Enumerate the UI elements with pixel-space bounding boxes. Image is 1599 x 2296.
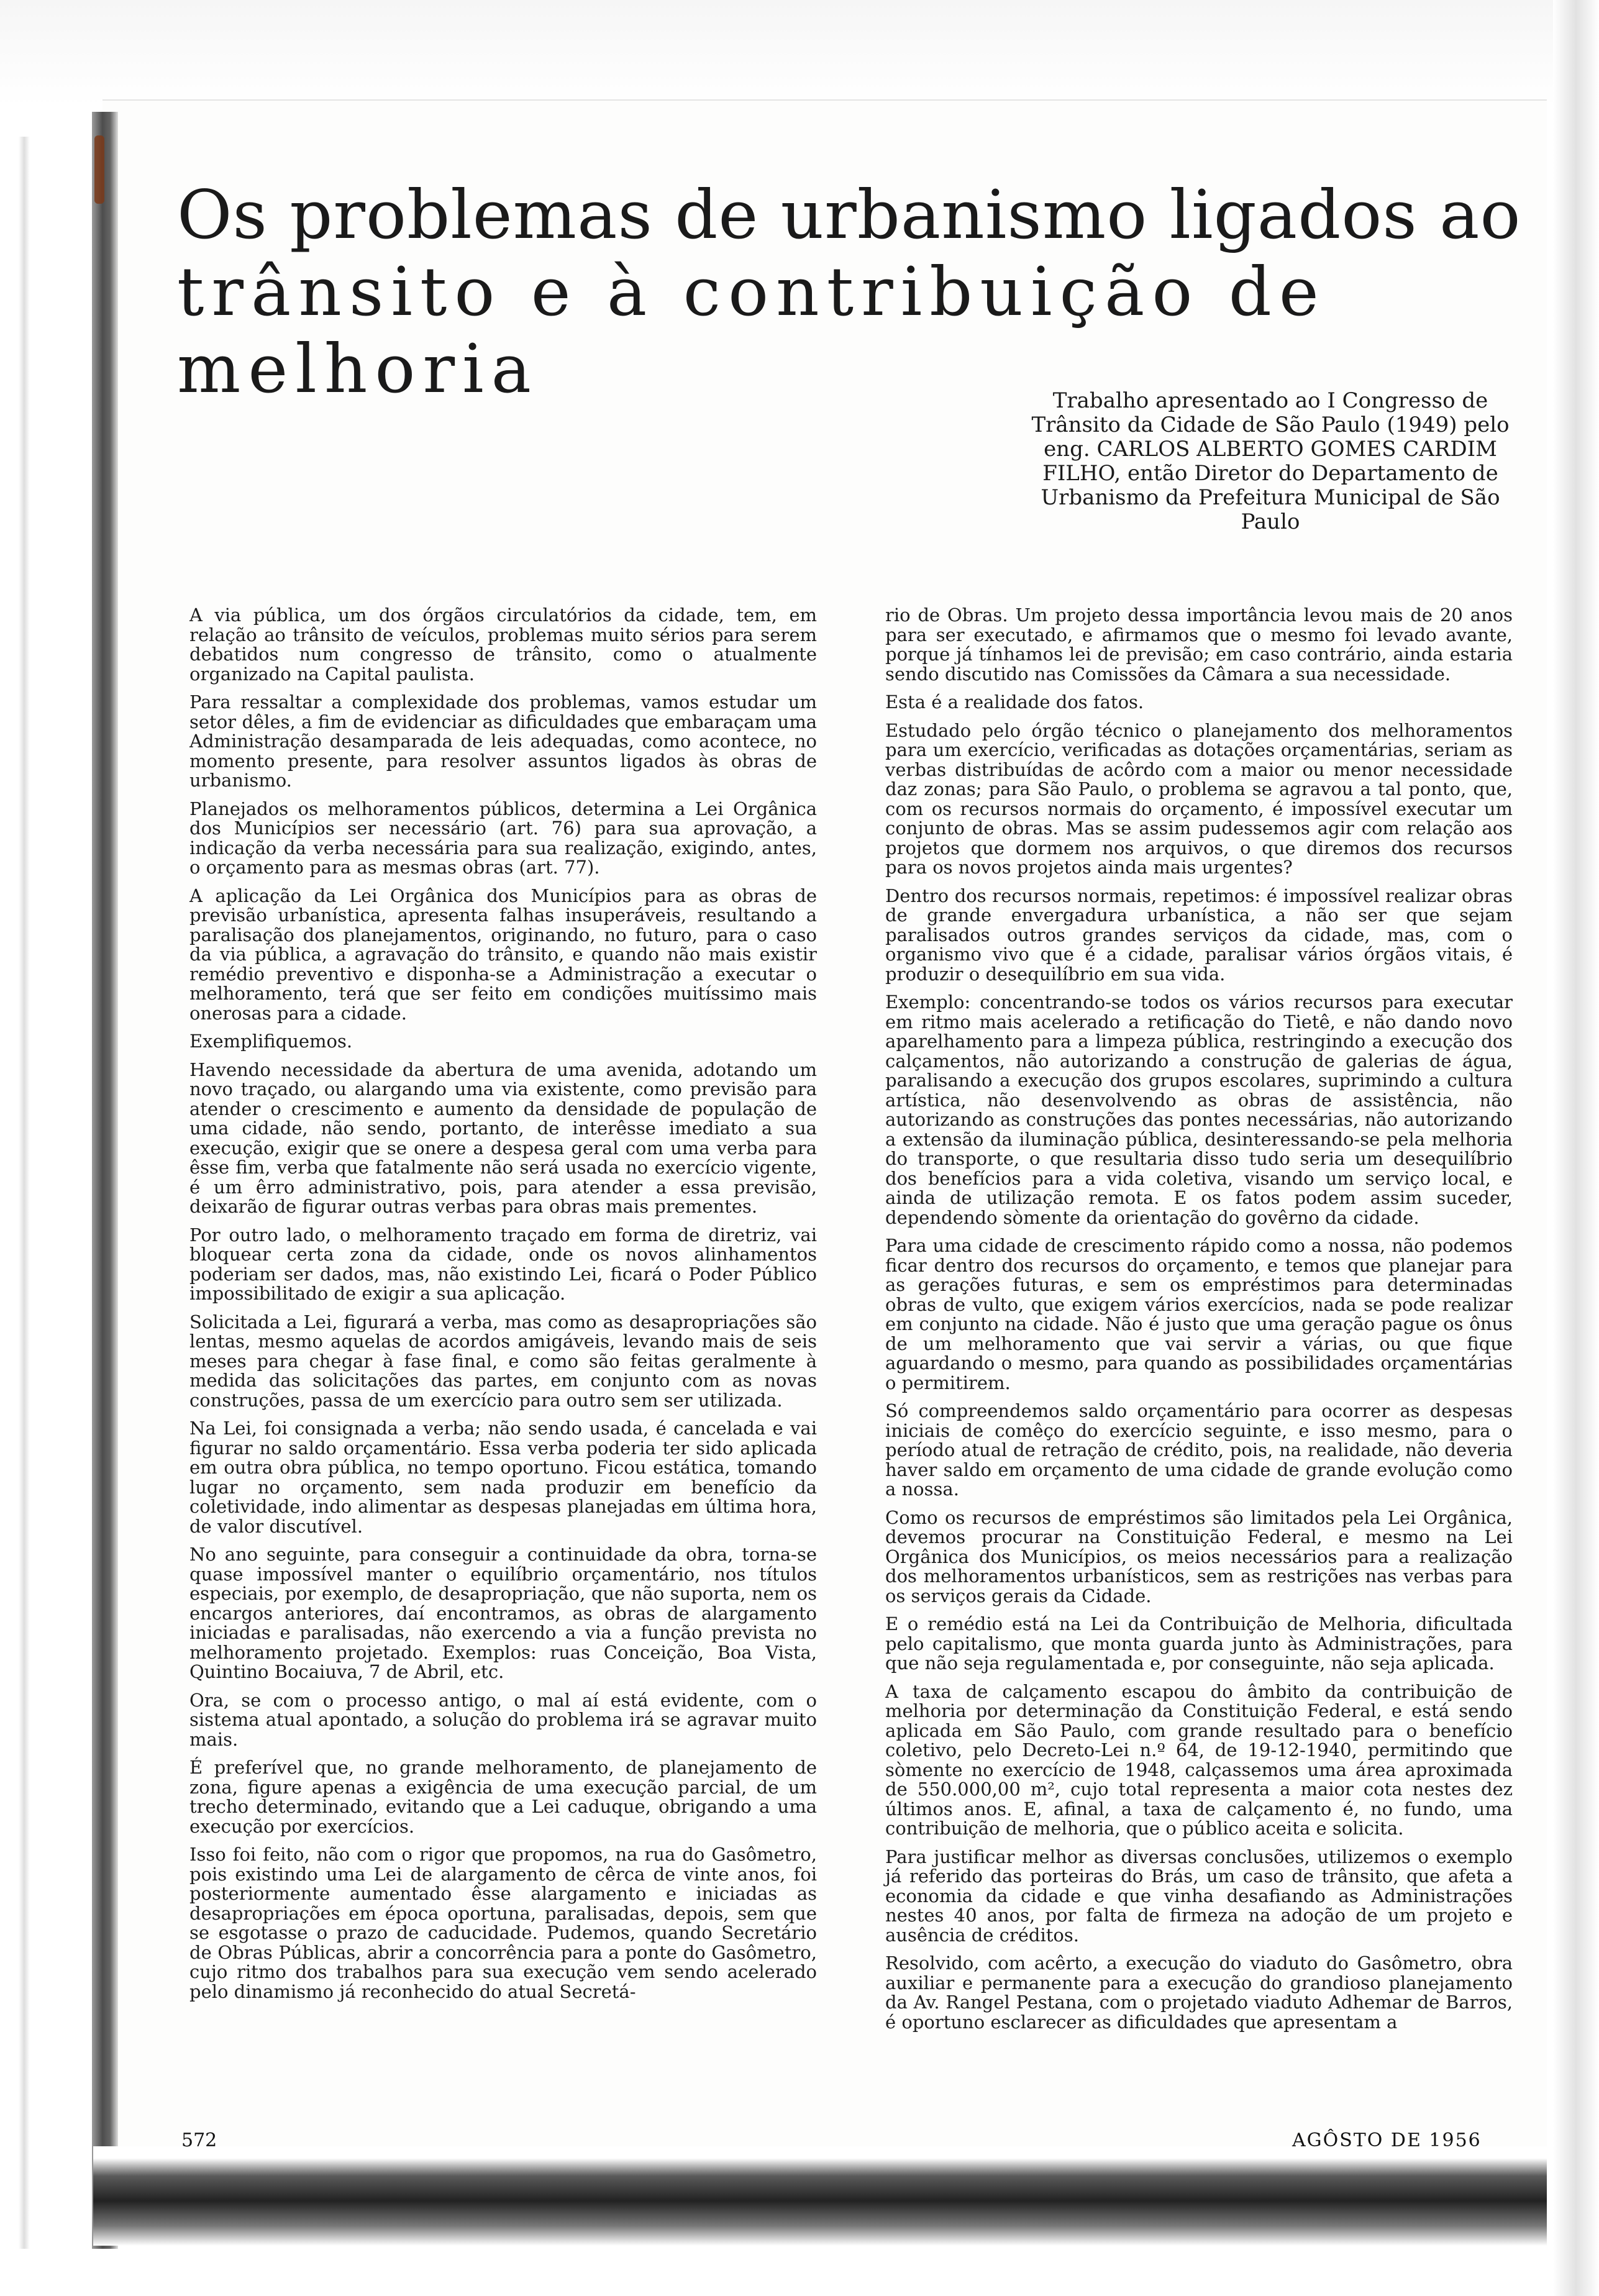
paragraph: Para ressaltar a complexidade dos problemas, vamos estudar um setor dêles, a fim de evidenciar as dificuldades que embaraçam uma Administração desamparada de leis adequadas, como acontece, no momento presente, para resolver assuntos ligados às obras de urbanismo.: [189, 691, 817, 791]
scan-left-edge: [19, 137, 30, 2249]
paragraph: Solicitada a Lei, figurará a verba, mas como as desapropriações são lentas, mesmo aquelas de acordos amigáveis, levando mais de seis meses para chegar à fase final, e como são feitas geralmente à medida das solicitações das partes, em conjunto com as novas construções, passa de um exercício para outro sem ser utilizada.: [189, 1311, 817, 1411]
paragraph: É preferível que, no grande melhoramento, de planejamento de zona, figure apenas a exigência de uma execução parcial, de um trecho determinado, evitando que a Lei caduque, obrigando a uma execução por exercícios.: [189, 1757, 817, 1837]
paragraph: rio de Obras. Um projeto dessa importância levou mais de 20 anos para ser executado, e afirmamos que o mesmo foi levado avante, porque já tínhamos lei de previsão; em caso contrário, ainda estaria sendo discutido nas Comissões da Câmara a sua necessidade.: [885, 604, 1513, 685]
page-number: 572: [181, 2130, 217, 2151]
paragraph: Por outro lado, o melhoramento traçado em forma de diretriz, vai bloquear certa zona da cidade, onde os novos alinhamentos poderiam ser dados, mas, não existindo Lei, ficará o Poder Público impossibilitado de exigir a sua aplicação.: [189, 1224, 817, 1304]
title-line-2: trânsito e à contribuição de melhoria: [177, 253, 1326, 408]
scan-bottom-band: [93, 2146, 1547, 2246]
scan-top-shadow: [0, 0, 1599, 106]
paragraph: A aplicação da Lei Orgânica dos Municípios para as obras de previsão urbanística, apresenta falhas insuperáveis, resultando a paralisação dos planejamentos, originando, no futuro, para o caso da via pública, a agravação do trânsito, e quando não mais existir remédio preventivo e disponha-se a Administração a executar o melhoramento, terá que ser feito em condições muitíssimo mais onerosas para a cidade.: [189, 885, 817, 1024]
paragraph: A taxa de calçamento escapou do âmbito da contribuição de melhoria por determinação da Constituição Federal, e está sendo aplicada em São Paulo, com grande resultado para o benefício coletivo, pelo Decreto-Lei n.º 64, de 19-12-1940, permitindo que sòmente no exercício de 1948, calçassemos uma área aproximada de 550.000,00 m², cujo total representa a maior cota nestes dez últimos anos. E, afinal, a taxa de calçamento é, no fundo, uma contribuição de melhoria, que o público aceita e solicita.: [885, 1680, 1513, 1839]
article-byline: Trabalho apresentado ao I Congresso de Trânsito da Cidade de São Paulo (1949) pelo eng. CARLOS ALBERTO GOMES CARDIM FILHO, então Diretor do Departamento de Urbanismo da Prefeitura Municipal de São Paulo: [1031, 388, 1510, 534]
paragraph: Exemplo: concentrando-se todos os vários recursos para executar em ritmo mais acelerado a retificação do Tietê, e não dando novo aparelhamento para a limpeza pública, restringindo a execução dos calçamentos, não autorizando a construção de galerias de água, paralisando a execução dos grupos escolares, suprimindo a cultura artística, não desenvolvendo as obras de assistência, não autorizando as construções das pontes necessárias, não autorizando a extensão da iluminação pública, desinteressando-se pela melhoria do transporte, o que resultaria disso tudo seria um desequilíbrio dos benefícios para a vida coletiva, visando um serviço local, e ainda de utilização remota. E os fatos podem assim suceder, dependendo sòmente da orientação do govêrno da cidade.: [885, 991, 1513, 1228]
staple-mark: [94, 135, 104, 204]
left-column: [189, 606, 817, 2010]
paragraph: Só compreendemos saldo orçamentário para ocorrer as despesas iniciais de comêço do exercício seguinte, e isso mesmo, para o período atual de retração de crédito, pois, na realidade, não deveria haver saldo em orçamento de uma cidade de grande evolução como a nossa.: [885, 1400, 1513, 1500]
paragraph: Planejados os melhoramentos públicos, determina a Lei Orgânica dos Municípios ser necessário (art. 76) para sua aprovação, a indicação da verba necessária para sua realização, exigindo, antes, o orçamento para as mesmas obras (art. 77).: [189, 798, 817, 878]
scan-right-edge: [1553, 0, 1599, 2296]
paragraph: Para justificar melhor as diversas conclusões, utilizemos o exemplo já referido das porteiras do Brás, um caso de trânsito, que afeta a economia da cidade e que vinha desafiando as Administrações nestes 40 anos, por falta de firmeza na adoção de um projeto e ausência de créditos.: [885, 1846, 1513, 1946]
paragraph: Estudado pelo órgão técnico o planejamento dos melhoramentos para um exercício, verificadas as dotações orçamentárias, seriam as verbas distribuídas de acôrdo com a maior ou menor necessidade daz zonas; para São Paulo, o problema se agravou a tal ponto, que, com os recursos normais do orçamento, é impossível executar um conjunto de obras. Mas se assim pudessemos agir com relação aos projetos que dormem nos arquivos, o que diremos dos recursos para os novos projetos ainda mais urgentes?: [885, 719, 1513, 878]
paragraph: Na Lei, foi consignada a verba; não sendo usada, é cancelada e vai figurar no saldo orçamentário. Essa verba poderia ter sido aplicada em outra obra pública, no tempo oportuno. Ficou estática, tomando lugar no orçamento, sem nada produzir em benefício da coletividade, indo alimentar as despesas planejadas em última hora, de valor discutível.: [189, 1418, 817, 1537]
issue-date: AGÔSTO DE 1956: [1292, 2130, 1482, 2151]
article-title: [177, 177, 1525, 408]
paragraph: Exemplifiquemos.: [189, 1031, 353, 1052]
paragraph: Resolvido, com acêrto, a execução do viaduto do Gasômetro, obra auxiliar e permanente para a execução do grandioso planejamento da Av. Rangel Pestana, com o projetado viaduto Adhemar de Barros, é oportuno esclarecer as dificuldades que apresentam a: [885, 1952, 1513, 2033]
paragraph: Ora, se com o processo antigo, o mal aí está evidente, com o sistema atual apontado, a solução do problema irá se agravar muito mais.: [189, 1689, 817, 1750]
paragraph: No ano seguinte, para conseguir a continuidade da obra, torna-se quase impossível manter o equilíbrio orçamentário, nos títulos especiais, por exemplo, de desapropriação, que não suporta, nem os encargos anteriores, daí encontramos, as obras de alargamento iniciadas e paralisadas, não exercendo a via a função prevista no melhoramento projetado. Exemplos: ruas Conceição, Boa Vista, Quintino Bocaiuva, 7 de Abril, etc.: [189, 1544, 817, 1682]
paragraph: Para uma cidade de crescimento rápido como a nossa, não podemos ficar dentro dos recursos do orçamento, e temos que planejar para as gerações futuras, e sem os empréstimos para determinadas obras de vulto, que exigem vários exercícios, nada se pode realizar em conjunto na cidade. Não é justo que uma geração pague os ônus de um melhoramento que vai servir a várias, ou que fique aguardando o mesmo, para quando as possibilidades orçamentárias o permitirem.: [885, 1235, 1513, 1393]
paragraph: Esta é a realidade dos fatos.: [885, 691, 1144, 713]
paragraph: Como os recursos de empréstimos são limitados pela Lei Orgânica, devemos procurar na Constituição Federal, e mesmo na Lei Orgânica dos Municípios, os meios necessários para a realização dos melhoramentos urbanísticos, sem as restrições nas verbas para os serviços gerais da Cidade.: [885, 1506, 1513, 1606]
right-column: [885, 606, 1513, 2041]
paragraph: A via pública, um dos órgãos circulatórios da cidade, tem, em relação ao trânsito de veículos, problemas muito sérios para serem debatidos num congresso de trânsito, como o atualmente organizado na Capital paulista.: [189, 604, 817, 685]
title-line-1: Os problemas de urbanismo ligados ao: [177, 176, 1521, 254]
binding-shadow: [92, 112, 118, 2249]
paragraph: Dentro dos recursos normais, repetimos: é impossível realizar obras de grande envergadura urbanística, a não ser que sejam paralisados outros grandes serviços da cidade, mas, com o organismo vivo que é a cidade, paralisar vários órgãos vitais, é produzir o desequilíbrio em sua vida.: [885, 885, 1513, 985]
paragraph: E o remédio está na Lei da Contribuição de Melhoria, dificultada pelo capitalismo, que monta guarda junto às Administrações, para que não seja regulamentada e, por conseguinte, não seja aplicada.: [885, 1613, 1513, 1674]
paragraph: Isso foi feito, não com o rigor que propomos, na rua do Gasômetro, pois existindo uma Lei de alargamento de cêrca de vinte anos, foi posteriormente aumentado êsse alargamento e iniciadas as desapropriações em época oportuna, paralisadas, depois, sem que se esgotasse o prazo de caducidade. Pudemos, quando Secretário de Obras Públicas, abrir a concorrência para a ponte do Gasômetro, cujo ritmo dos trabalhos para sua execução vem sendo acelerado pelo dinamismo já reconhecido do atual Secretá-: [189, 1844, 817, 2002]
paragraph: Havendo necessidade da abertura de uma avenida, adotando um novo traçado, ou alargando uma via existente, como previsão para atender o crescimento e aumento da densidade de população de uma cidade, não sendo, portanto, de interêsse imediato a sua execução, exigir que se onere a despesa geral com uma verba para êsse fim, verba que fatalmente não será usada no exercício vigente, é um êrro administrativo, pois, para atender a essa previsão, deixarão de figurar outras verbas para obras mais prementes.: [189, 1059, 817, 1217]
